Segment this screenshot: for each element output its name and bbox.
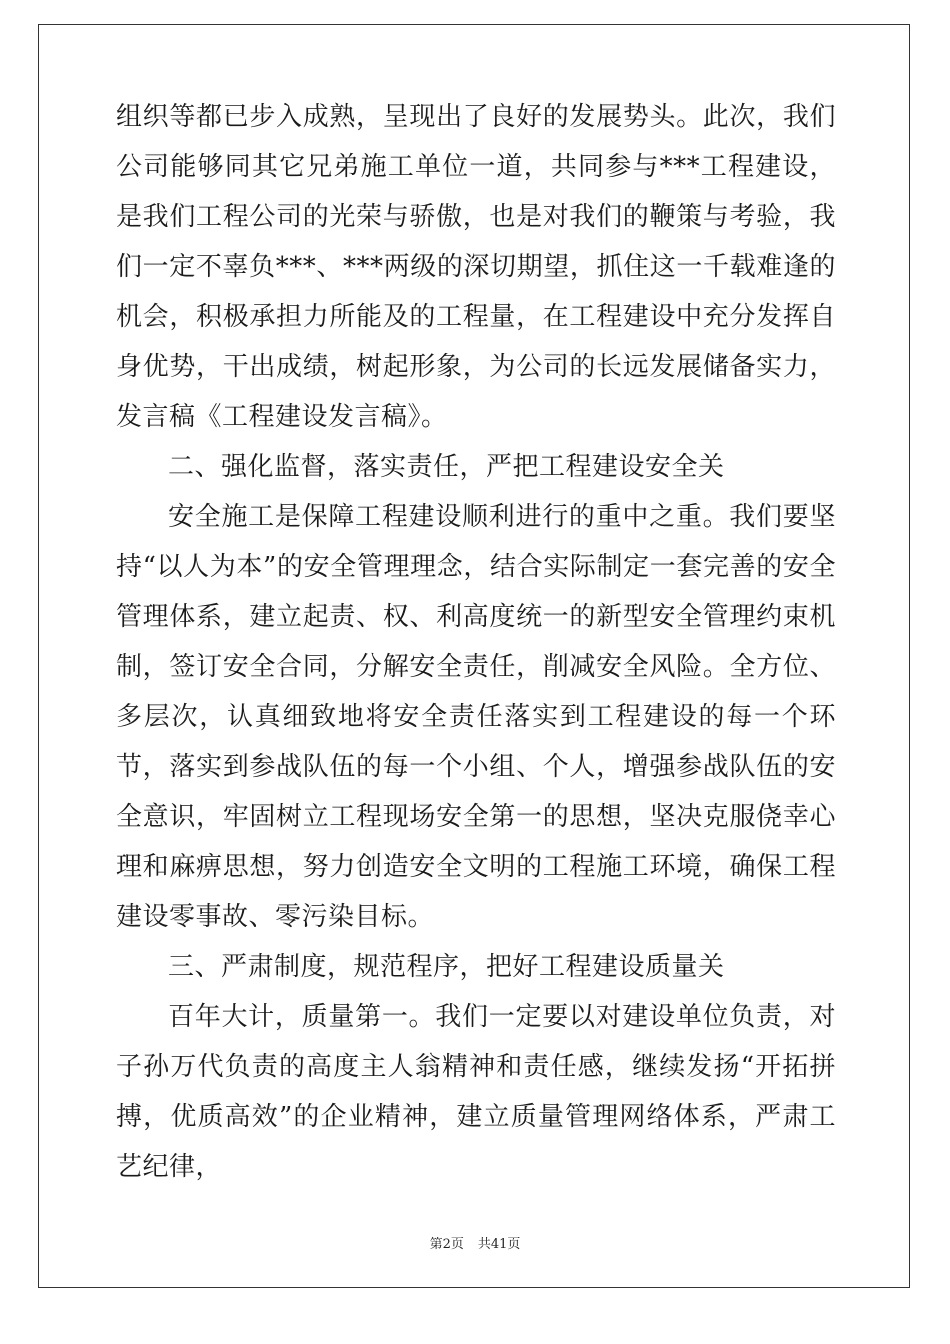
document-body xyxy=(116,92,836,1192)
paragraph-intro-continuation: 组织等都已步入成熟，呈现出了良好的发展势头。此次，我们公司能够同其它兄弟施工单位一道，共同参与***工程建设，是我们工程公司的光荣与骄傲，也是对我们的鞭策与考验，我们一定不辜负***、***两级的深切期望，抓住这一千载难逢的机会，积极承担力所能及的工程量，在工程建设中充分发挥自身优势，干出成绩，树起形象，为公司的长远发展储备实力，发言稿《工程建设发言稿》。 xyxy=(116,102,836,432)
paragraph-safety: 安全施工是保障工程建设顺利进行的重中之重。我们要坚持“以人为本”的安全管理理念，结合实际制定一套完善的安全管理体系，建立起责、权、利高度统一的新型安全管理约束机制，签订安全合同，分解安全责任，削减安全风险。全方位、多层次，认真细致地将安全责任落实到工程建设的每一个环节，落实到参战队伍的每一个小组、个人，增强参战队伍的安全意识，牢固树立工程现场安全第一的思想，坚决克服侥幸心理和麻痹思想，努力创造安全文明的工程施工环境，确保工程建设零事故、零污染目标。 xyxy=(116,502,836,932)
page-total: 共41页 xyxy=(477,1237,521,1252)
paragraph-quality: 百年大计，质量第一。我们一定要以对建设单位负责，对子孙万代负责的高度主人翁精神和责任感，继续发扬“开拓拼搏，优质高效”的企业精神，建立质量管理网络体系，严肃工艺纪律， xyxy=(116,1002,836,1182)
section-heading-safety: 二、强化监督，落实责任，严把工程建设安全关 xyxy=(168,452,725,482)
section-heading-quality: 三、严肃制度，规范程序，把好工程建设质量关 xyxy=(168,952,725,982)
page-number: 第2页 xyxy=(429,1237,464,1252)
page-footer xyxy=(0,1233,950,1252)
